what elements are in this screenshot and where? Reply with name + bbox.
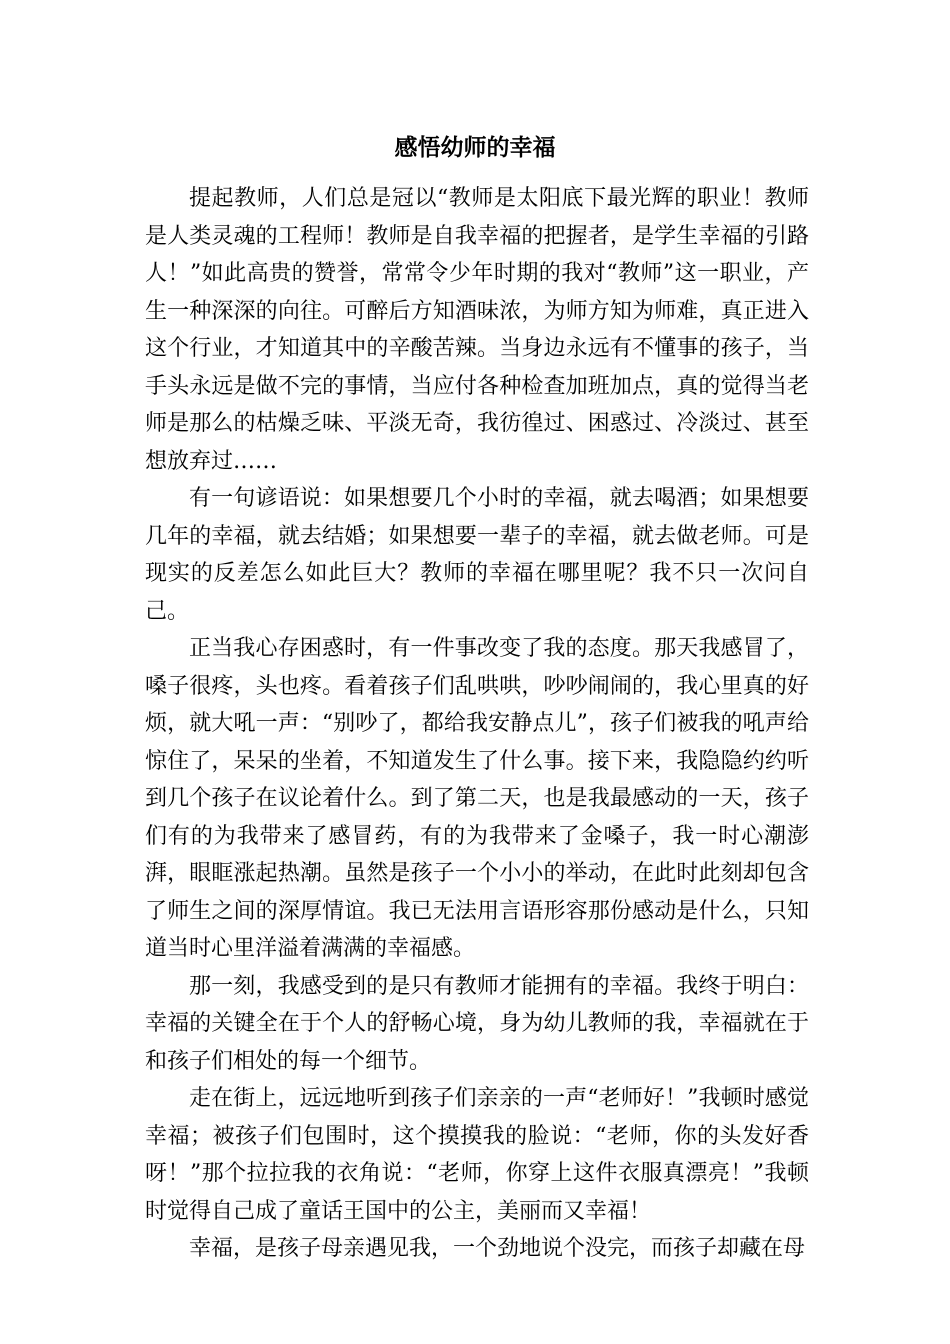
paragraph: 正当我心存困惑时，有一件事改变了我的态度。那天我感冒了，嗓子很疼，头也疼。看着孩子们乱哄哄，吵吵闹闹的，我心里真的好烦，就大吼一声：“别吵了，都给我安静点儿”，孩子们被我的吼声给惊住了，呆呆的坐着，不知道发生了什么事。接下来，我隐隐约约听到几个孩子在议论着什么。到了第二天，也是我最感动的一天，孩子们有的为我带来了感冒药，有的为我带来了金嗓子，我一时心潮澎湃，眼眶涨起热潮。虽然是孩子一个小小的举动，在此时此刻却包含了师生之间的深厚情谊。我已无法用言语形容那份感动是什么，只知道当时心里洋溢着满满的幸福感。: [145, 636, 809, 961]
paragraph: 幸福，是孩子母亲遇见我，一个劲地说个没完，而孩子却藏在母: [189, 1236, 806, 1261]
document-body: [145, 180, 809, 1268]
paragraph: 有一句谚语说：如果想要几个小时的幸福，就去喝酒；如果想要几年的幸福，就去结婚；如果想要一辈子的幸福，就去做老师。可是现实的反差怎么如此巨大？教师的幸福在哪里呢？我不只一次问自己。: [145, 486, 809, 624]
paragraph: 那一刻，我感受到的是只有教师才能拥有的幸福。我终于明白：幸福的关键全在于个人的舒畅心境，身为幼儿教师的我，幸福就在于和孩子们相处的每一个细节。: [145, 973, 809, 1074]
paragraph: 走在街上，远远地听到孩子们亲亲的一声“老师好！”我顿时感觉幸福；被孩子们包围时，这个摸摸我的脸说：“老师，你的头发好香呀！”那个拉拉我的衣角说：“老师，你穿上这件衣服真漂亮！”我顿时觉得自己成了童话王国中的公主，美丽而又幸福！: [145, 1086, 809, 1224]
paragraph: 提起教师，人们总是冠以“教师是太阳底下最光辉的职业！教师是人类灵魂的工程师！教师是自我幸福的把握者，是学生幸福的引路人！”如此高贵的赞誉，常常令少年时期的我对“教师”这一职业，产生一种深深的向往。可醉后方知酒味浓，为师方知为师难，真正进入这个行业，才知道其中的辛酸苦辣。当身边永远有不懂事的孩子，当手头永远是做不完的事情，当应付各种检查加班加点，真的觉得当老师是那么的枯燥乏味、平淡无奇，我彷徨过、困惑过、冷淡过、甚至想放弃过……: [145, 186, 809, 474]
document-title: 感悟幼师的幸福: [394, 134, 556, 161]
